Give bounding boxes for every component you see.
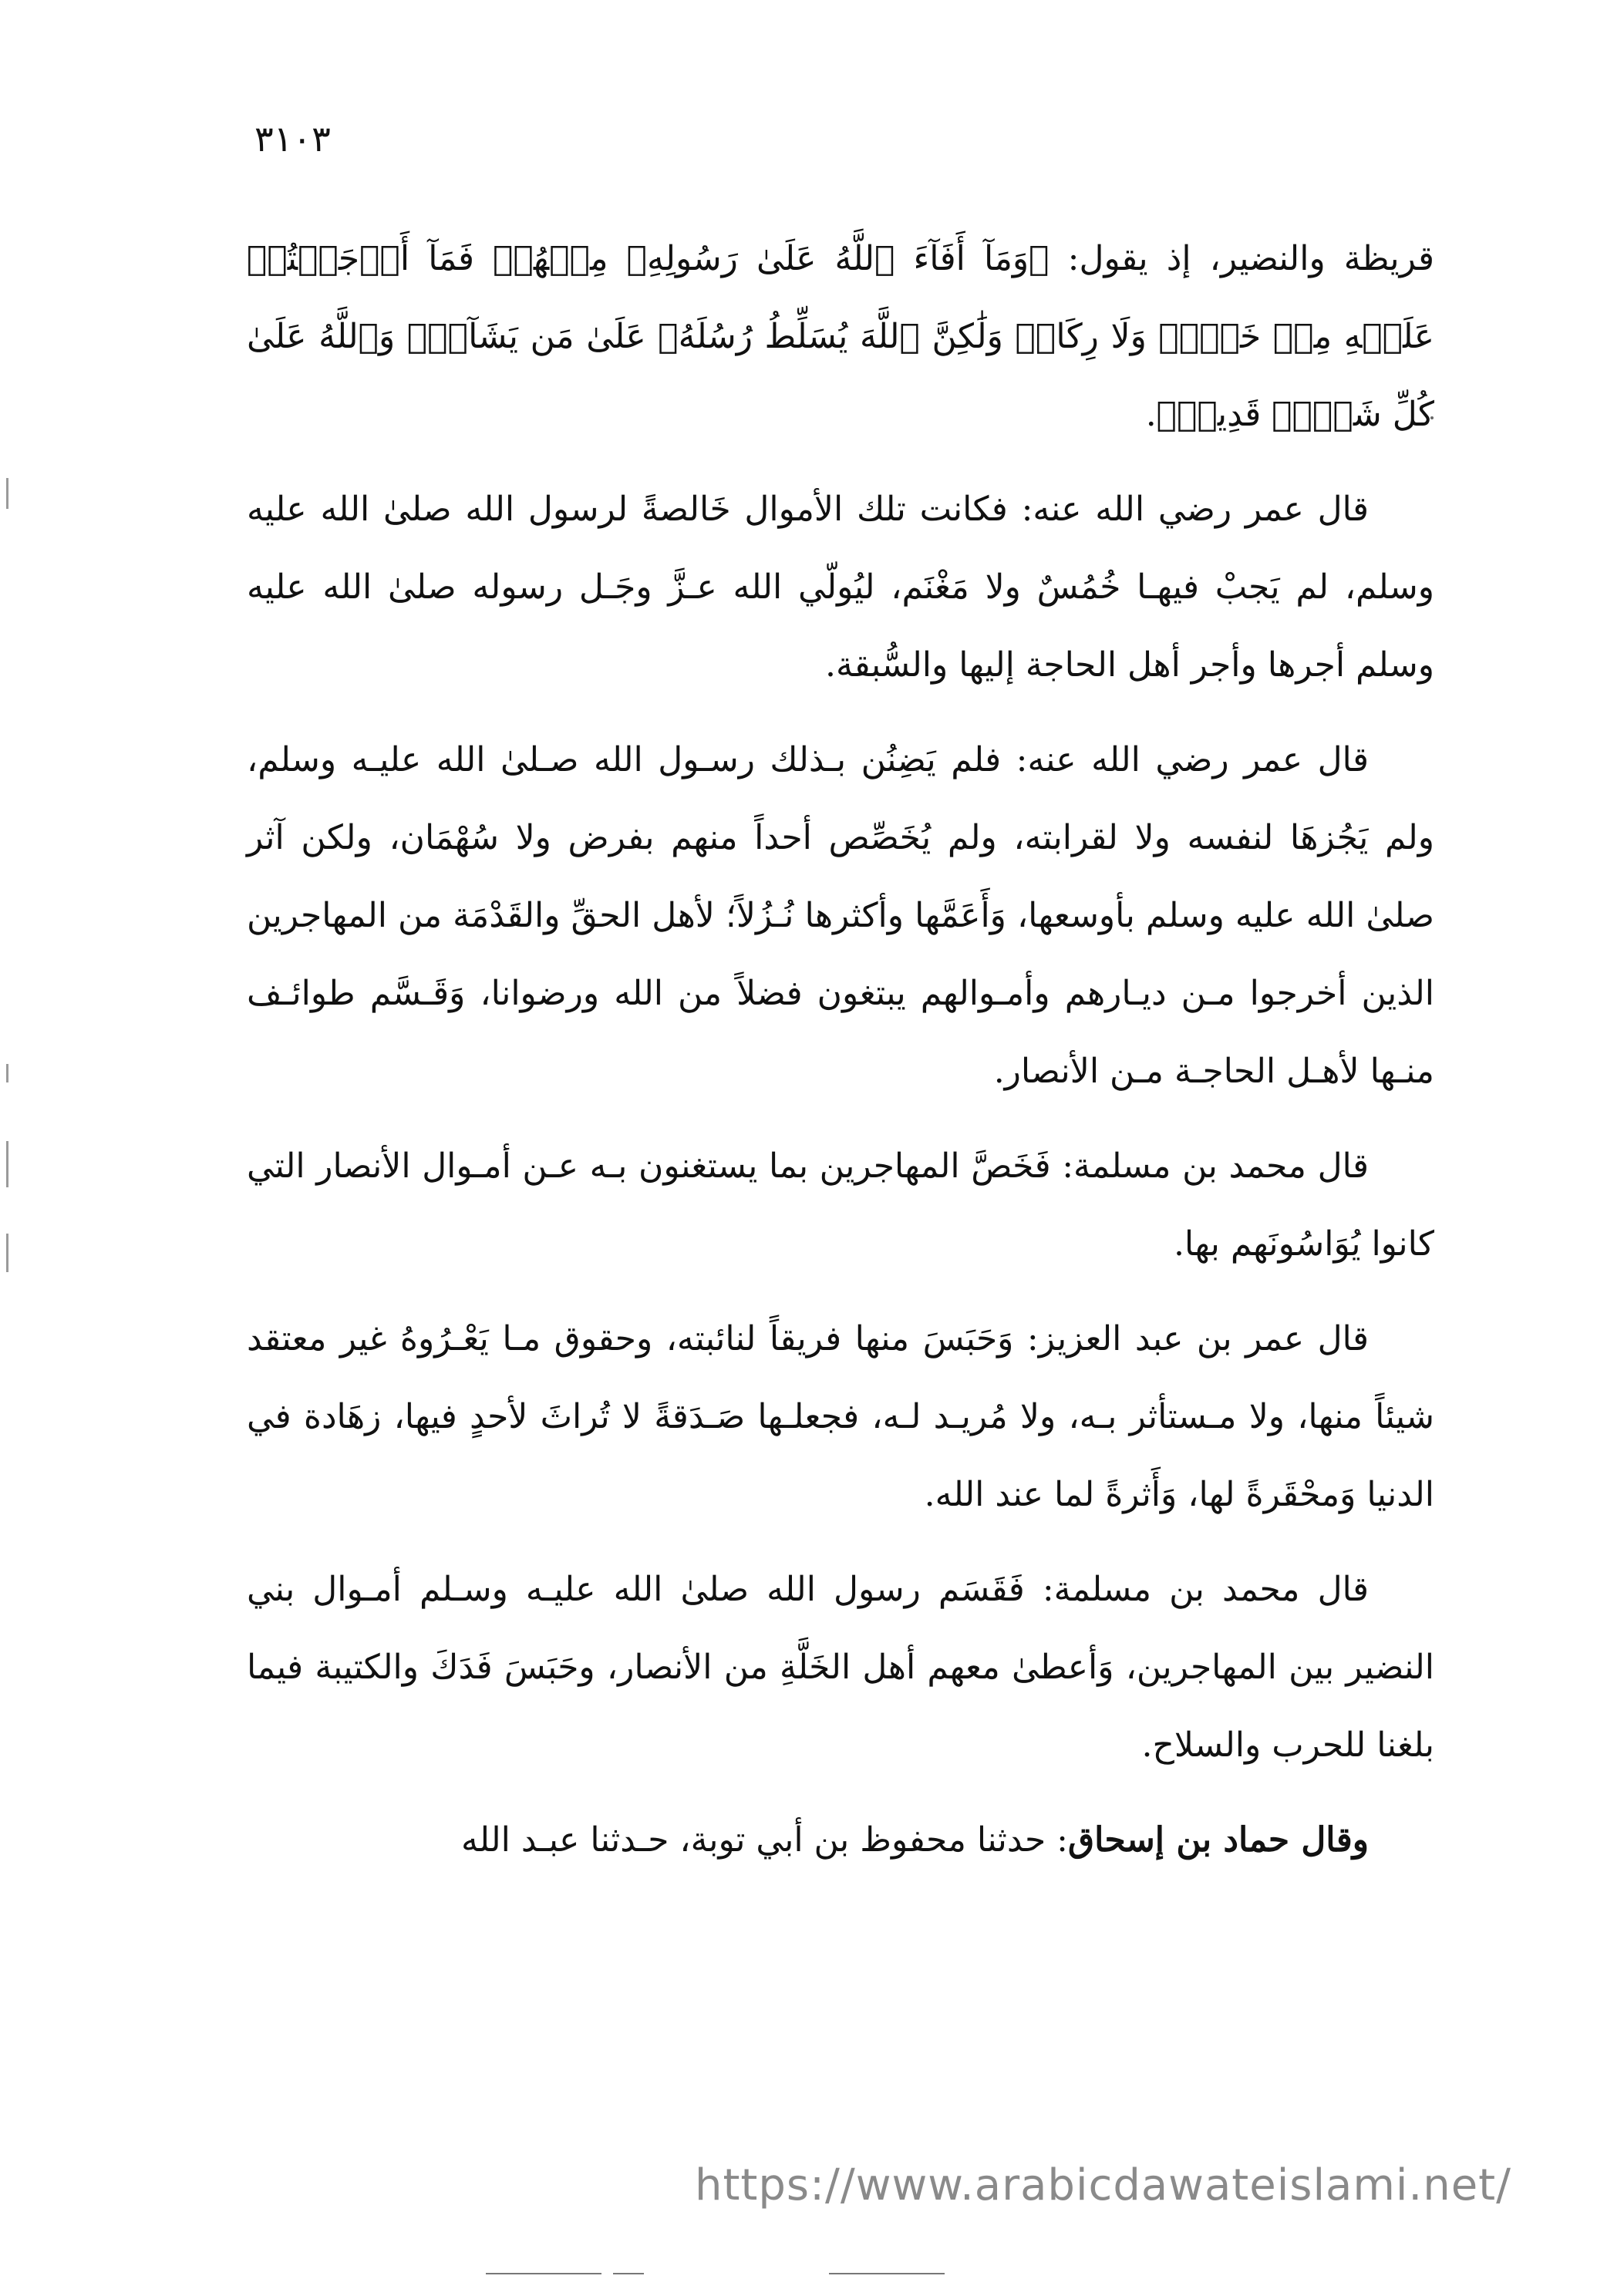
- scan-margin-mark: [6, 1064, 8, 1082]
- paragraph-umar-2: قال عمر رضي الله عنه: فلم يَضِنُن بـذلك رسـول الله صـلىٰ الله عليـه وسلم، ولم يَجُزهَا لنفسه ولا لقرابته، ولم يُخَصِّص أحداً منهم بفرض ولا سُهْمَان، ولكن آثر صلىٰ الله عليه وسلم بأوسعها، وَأَعَمَّها وأكثرها نُـزُلاً؛ لأهل الحقِّ والقَدْمَة من المهاجرين الذين أخرجوا مـن ديـارهم وأمـوالهم يبتغون فضلاً من الله ورضوانا، وَقَـسَّم طوائـف منـها لأهـل الحاجـة مـن الأنصار.: [247, 740, 1434, 1091]
- paragraph-muhammad-1: قال محمد بن مسلمة: فَخَصَّ المهاجرين بما يستغنون بـه عـن أمـوال الأنصار التي كانوا يُوَاسُونَهم بها.: [247, 1146, 1434, 1264]
- paragraph-umar-abdulaziz: قال عمر بن عبد العزيز: وَحَبَسَ منها فريقاً لنائبته، وحقوق مـا يَعْـرُوهُ غير معتقد شيئاً منها، ولا مـستأثر بـه، ولا مُريـد لـه، فجعلـها صَـدَقةً لا تُراثَ لأحدٍ فيها، زهَادة في الدنيا وَمحْقَرةً لها، وَأَثرةً لما عند الله.: [247, 1319, 1434, 1514]
- watermark-url: https://www.arabicdawateislami.net/: [694, 2160, 1511, 2210]
- scan-margin-mark: [6, 478, 8, 509]
- footer-rule: [829, 2273, 945, 2274]
- scan-margin-mark: [6, 1141, 8, 1187]
- speaker-name: وقال حماد بن إسحاق: [1067, 1820, 1369, 1860]
- paragraph-quran-verse: قريظة والنضير، إذ يقول: ﴿وَمَآ أَفَآءَ ٱللَّهُ عَلَىٰ رَسُولِهِۦ مِنۡهُمۡ فَمَآ أَوۡجَفۡتُمۡ عَلَيۡهِ مِنۡ خَيۡلٖ وَلَا رِكَابٖ وَلَٰكِنَّ ٱللَّهَ يُسَلِّطُ رُسُلَهُۥ عَلَىٰ مَن يَشَآءُۚ وَٱللَّهُ عَلَىٰ كُلِّ شَيۡءٖ قَدِيرٞ﴾.: [247, 239, 1434, 434]
- paragraph-umar-1: قال عمر رضي الله عنه: فكانت تلك الأموال خَالصةً لرسول الله صلىٰ الله عليه وسلم، لم يَجبْ فيهـا خُمُسٌ ولا مَغْنَم، ليُولّي الله عـزَّ وجَـل رسوله صلىٰ الله عليه وسلم أجرها وأجر أهل الحاجة إليها والسُّبقة.: [247, 490, 1434, 685]
- paragraph-hammad: [247, 1801, 1434, 1879]
- page-number: ٣١٠٣: [254, 118, 331, 160]
- body-text: [247, 220, 1434, 1896]
- scan-margin-mark: [6, 1234, 8, 1272]
- narration-text: : حدثنا محفوظ بن أبي توبة، حـدثنا عبـد الله: [461, 1820, 1068, 1860]
- footer-rule: [613, 2273, 644, 2274]
- paragraph-muhammad-2: قال محمد بن مسلمة: فَقَسَم رسول الله صلىٰ الله عليـه وسـلم أمـوال بني النضير بين المهاجرين، وَأعطىٰ معهم أهل الخَلَّةِ من الأنصار، وحَبَسَ فَدَكَ والكتيبة فيما بلغنا للحرب والسلاح.: [247, 1570, 1434, 1765]
- footer-rule: [486, 2273, 601, 2274]
